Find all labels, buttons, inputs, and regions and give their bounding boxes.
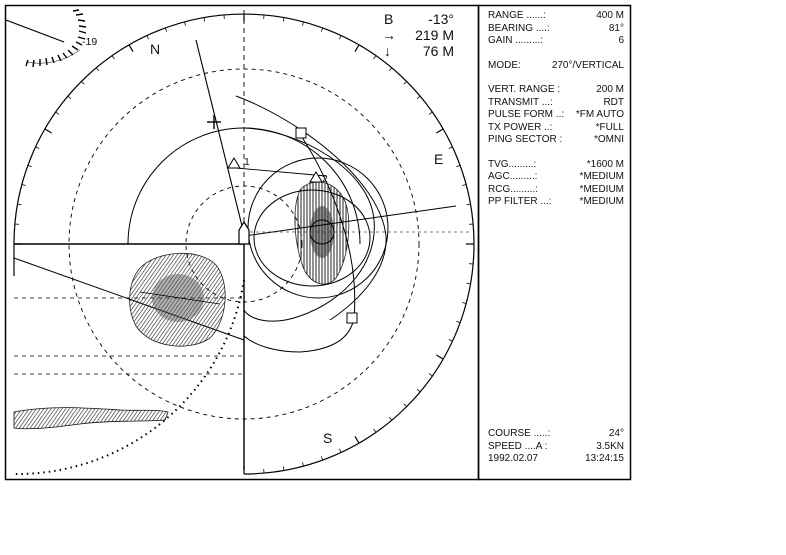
setting-mode	[488, 60, 624, 73]
setting-value: *MEDIUM	[579, 171, 624, 182]
setting-value: 6	[618, 35, 624, 46]
bearing-line-east	[244, 206, 456, 236]
rim-tick	[404, 81, 407, 84]
setting-pulse-form	[488, 109, 624, 122]
horizontal-distance-readout: 219 M	[415, 27, 454, 43]
rim-tick	[18, 204, 22, 205]
rim-tick	[404, 404, 407, 407]
rim-tick	[22, 185, 26, 186]
rim-tick	[340, 36, 342, 40]
setting-tvg	[488, 159, 624, 172]
rim-tick	[45, 129, 52, 133]
setting-label: TRANSMIT ...:	[488, 96, 553, 108]
rim-tick	[321, 28, 322, 32]
setting-pp-filter	[488, 196, 624, 209]
rim-tick	[340, 449, 342, 453]
target-2-triangle	[310, 172, 322, 182]
setting-value: 81°	[608, 22, 624, 34]
rim-tick	[449, 340, 453, 342]
setting-value: *1600 M	[586, 158, 624, 170]
rim-tick	[96, 68, 99, 71]
rim-tick	[165, 28, 166, 32]
setting-label: PP FILTER ...:	[488, 196, 552, 207]
setting-label: MODE:	[488, 59, 521, 71]
setting-value: *MEDIUM	[579, 183, 624, 195]
status-speed	[488, 441, 624, 454]
rim-tick	[68, 96, 71, 99]
rim-tick	[303, 22, 304, 26]
target-1-label: 1	[244, 156, 250, 168]
setting-value: 270°/VERTICAL	[551, 59, 624, 71]
rim-tick	[462, 303, 466, 304]
rim-tick	[321, 456, 322, 460]
setting-agc	[488, 171, 624, 184]
setting-value: 200 M	[596, 84, 624, 95]
rim-tick	[467, 204, 471, 205]
rim-tick	[28, 165, 32, 166]
rim-tick	[389, 68, 392, 71]
status-course	[488, 428, 624, 441]
setting-value: *MEDIUM	[579, 196, 624, 207]
rim-tick	[303, 462, 304, 466]
rim-tick	[436, 355, 443, 359]
rim-tick	[185, 22, 186, 26]
rim-tick	[456, 165, 460, 166]
setting-label: TVG.........:	[488, 158, 537, 170]
bearing-readout: -13°	[428, 11, 454, 27]
rim-tick	[204, 18, 205, 22]
rim-tick	[429, 112, 432, 114]
setting-label: RCG.........:	[488, 183, 539, 195]
setting-label: PING SECTOR :	[488, 134, 563, 145]
compass-north: N	[150, 41, 161, 57]
setting-value: 400 M	[596, 10, 624, 21]
rim-tick	[147, 36, 149, 40]
rim-tick	[436, 129, 443, 133]
rim-tick	[389, 417, 392, 420]
status-date: 1992.02.07	[488, 453, 539, 464]
status-datetime	[488, 453, 624, 466]
rim-tick	[417, 389, 420, 392]
setting-vert-range	[488, 84, 624, 97]
rim-tick	[283, 18, 284, 22]
setting-value: *FULL	[595, 121, 624, 133]
rim-tick	[112, 56, 114, 59]
setting-gain	[488, 35, 624, 48]
setting-label: VERT. RANGE :	[488, 84, 561, 95]
target-2-label: 2	[322, 173, 328, 185]
setting-label: TX POWER ..:	[488, 121, 553, 133]
rim-tick	[374, 56, 376, 59]
own-ship-symbol	[239, 222, 249, 244]
rim-tick	[355, 436, 359, 443]
rim-tick	[283, 467, 284, 471]
status-label: SPEED ....A :	[488, 440, 548, 452]
rim-tick	[429, 374, 432, 376]
arrow-down-icon: ↓	[384, 43, 391, 59]
status-time: 13:24:15	[585, 453, 624, 464]
arrow-right-icon: →	[382, 27, 396, 43]
bearing-marker: B	[384, 11, 394, 27]
rim-tick	[417, 96, 420, 99]
setting-label: RANGE ......:	[488, 10, 546, 21]
setting-transmit	[488, 97, 624, 110]
tilt-indicator-needle	[6, 20, 64, 42]
status-footer	[488, 428, 624, 466]
marker-square-lower	[347, 313, 357, 323]
setting-value: *FM AUTO	[575, 109, 624, 120]
setting-bearing	[488, 23, 624, 36]
compass-east: E	[434, 151, 444, 167]
rim-tick	[355, 45, 359, 52]
rim-tick	[374, 429, 376, 432]
school-echo-right-core	[310, 206, 334, 258]
rim-tick	[56, 112, 59, 114]
target-1-triangle	[228, 158, 240, 168]
seabed-echo	[14, 408, 168, 429]
rim-tick	[449, 147, 453, 149]
rim-tick	[462, 185, 466, 186]
setting-value: RDT	[603, 96, 624, 108]
status-label: COURSE .....:	[488, 428, 551, 439]
rim-tick	[129, 45, 133, 52]
setting-ping-sector	[488, 134, 624, 147]
depth-distance-readout: 76 M	[422, 43, 454, 59]
setting-tx-power	[488, 122, 624, 135]
compass-south: S	[323, 430, 333, 446]
rim-tick	[81, 81, 84, 84]
rim-tick	[467, 283, 471, 284]
setting-label: GAIN .........:	[488, 35, 544, 46]
status-value: 24°	[608, 428, 624, 439]
rim-tick	[456, 321, 460, 322]
setting-label: AGC.........:	[488, 171, 538, 182]
target-1-line	[236, 168, 326, 176]
setting-rcg	[488, 184, 624, 197]
setting-range	[488, 10, 624, 23]
tilt-value: -19	[82, 36, 98, 48]
settings-panel	[488, 10, 624, 209]
status-value: 3.5KN	[596, 440, 624, 452]
setting-label: BEARING ....:	[488, 22, 550, 34]
setting-label: PULSE FORM ..:	[488, 109, 565, 120]
setting-value: *OMNI	[594, 134, 624, 145]
rim-tick	[36, 147, 40, 149]
marker-square-upper	[296, 128, 306, 138]
